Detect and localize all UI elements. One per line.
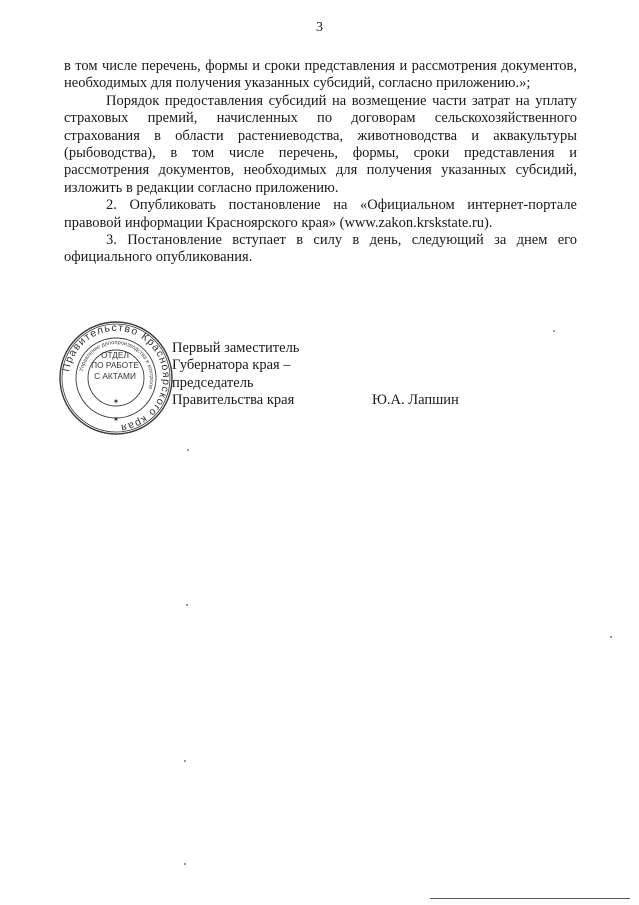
scan-speck xyxy=(184,863,186,865)
paragraph-continuation: в том числе перечень, формы и сроки представления и рассмотрения документов, необходимых для получения указанных субсидий, согласно приложению.»; xyxy=(64,58,577,92)
signatory-title-line: председатель xyxy=(172,374,254,391)
official-stamp xyxy=(58,320,174,436)
signatory-title-line: Первый заместитель xyxy=(172,340,300,356)
paragraph-publication: 2. Опубликовать постановление на «Официальном интернет-портале правовой информации Красноярского края» (www.zakon.krskstate.ru). xyxy=(64,197,577,231)
stamp-center-line: ОТДЕЛ xyxy=(101,350,129,360)
stamp-star-icon: ✶ xyxy=(112,415,120,424)
signatory-title xyxy=(172,340,299,410)
paragraph-subsidy-procedure: Порядок предоставления субсидий на возмещение части затрат на уплату страховых премий, начисленных по договорам сельскохозяйственного страхования в области растениеводства, животноводства и аквакультуры (рыбоводства), в том числе перечень, формы, сроки представления и рассмотрения документов, необходимых для получения указанных субсидий, изложить в редакции согласно приложению. xyxy=(64,92,577,196)
scan-speck xyxy=(610,636,612,638)
scan-speck xyxy=(187,449,189,451)
stamp-inner-text: Управление делопроизводства и контроля xyxy=(78,339,155,390)
document-body xyxy=(64,58,577,267)
bottom-edge-line xyxy=(430,898,630,899)
stamp-star-icon: ✶ xyxy=(112,397,120,406)
signatory-title-line: Губернатора края – xyxy=(172,357,291,374)
signatory-title-line: Правительства края xyxy=(172,392,295,409)
page-number: 3 xyxy=(316,20,323,35)
stamp-outer-text: Правительство Красноярского края xyxy=(60,321,173,434)
scan-speck xyxy=(553,330,555,332)
scan-speck xyxy=(186,604,188,606)
scan-speck xyxy=(184,760,186,762)
stamp-center-line: С АКТАМИ xyxy=(94,370,136,381)
paragraph-effective-date: 3. Постановление вступает в силу в день, следующий за днем его официального опубликования. xyxy=(64,232,577,266)
stamp-center-label xyxy=(89,350,141,381)
stamp-center-line: ПО РАБОТЕ xyxy=(91,360,139,371)
signatory-name: Ю.А. Лапшин xyxy=(372,392,459,408)
